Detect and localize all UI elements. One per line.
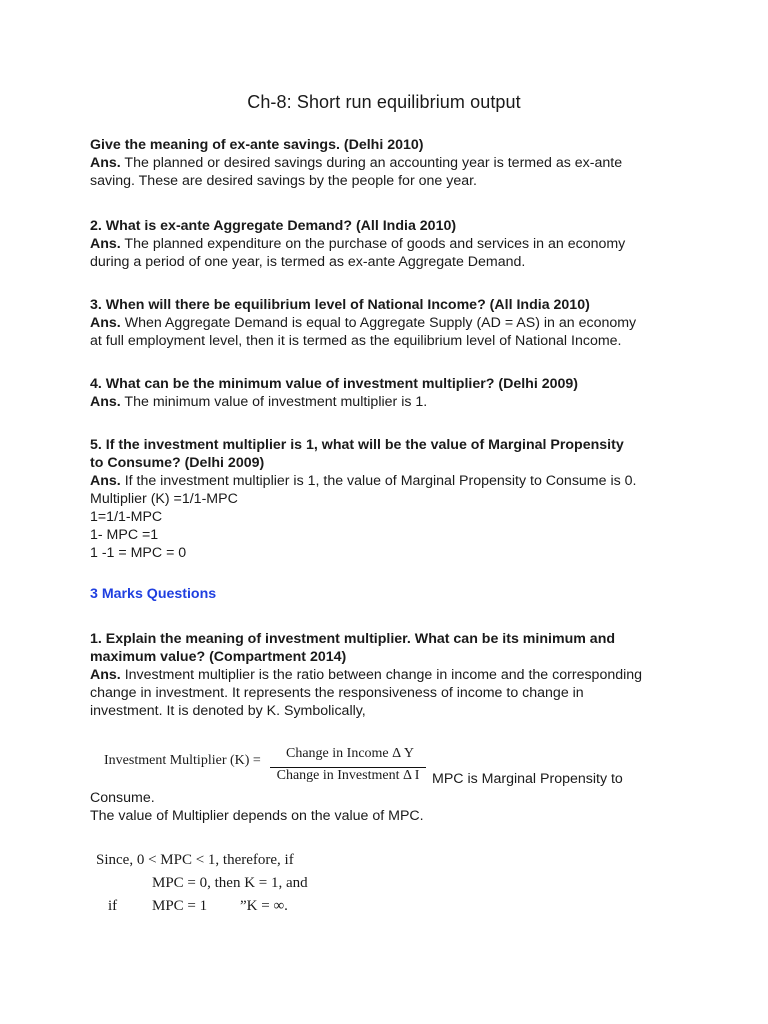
answer-line: investment. It is denoted by K. Symbolically, [90,703,366,719]
question-text: 3. When will there be equilibrium level of National Income? (All India 2010) [90,297,590,313]
answer-label: Ans. [90,473,121,489]
formula-numerator: Change in Income Δ Y [286,746,414,761]
question-text: 2. What is ex-ante Aggregate Demand? (All India 2010) [90,218,457,234]
answer-line: Multiplier (K) =1/1-MPC [90,491,238,507]
question-text: Give the meaning of ex-ante savings. (Delhi 2010) [90,137,424,153]
answer-label: Ans. [90,236,121,252]
question-text: to Consume? (Delhi 2009) [90,455,265,471]
answer-line [90,472,690,490]
answer-label: Ans. [90,155,121,171]
answer-line [90,666,690,684]
answer-line [90,235,690,253]
formula-denominator: Change in Investment Δ I [276,768,420,783]
answer-line [90,393,690,411]
question-text: 4. What can be the minimum value of investment multiplier? (Delhi 2009) [90,376,578,392]
answer-line: 1=1/1-MPC [90,509,163,525]
question-block-4 [90,375,690,411]
question-block-long [90,630,690,720]
question-block-2 [90,217,690,271]
condition-row-2: MPC = 0, then K = 1, and [152,875,308,891]
answer-text: The planned or desired savings during an accounting year is termed as ex-ante [120,155,623,171]
formula-lhs: Investment Multiplier (K) = [104,753,261,768]
condition-row-3-mpc: MPC = 1 [152,898,208,914]
question-text: 5. If the investment multiplier is 1, what will be the value of Marginal Propensity [90,437,624,453]
answer-line [90,154,690,172]
answer-label: Ans. [90,394,121,410]
text-line: The value of Multiplier depends on the value of MPC. [90,808,424,824]
answer-text: If the investment multiplier is 1, the value of Marginal Propensity to Consume is 0. [120,473,637,489]
after-formula-text [90,789,424,825]
question-block-5 [90,436,690,562]
answer-line: at full employment level, then it is termed as the equilibrium level of National Income. [90,333,622,349]
answer-line: saving. These are desired savings by the people for one year. [90,173,477,189]
answer-label: Ans. [90,315,121,331]
text-line: Consume. [90,790,155,806]
answer-line: 1 -1 = MPC = 0 [90,545,187,561]
question-block-3 [90,296,690,350]
answer-text: The planned expenditure on the purchase of goods and services in an economy [120,236,626,252]
condition-row-3-k: ”K = ∞. [240,898,288,914]
page-title: Ch-8: Short run equilibrium output [247,92,521,112]
condition-row-1: Since, 0 < MPC < 1, therefore, if [96,852,294,868]
condition-row-3-if: if [108,898,118,914]
answer-text: When Aggregate Demand is equal to Aggregate Supply (AD = AS) in an economy [120,315,637,331]
formula-tail-text: MPC is Marginal Propensity to [432,771,623,787]
question-text: maximum value? (Compartment 2014) [90,649,347,665]
answer-text: The minimum value of investment multiplier is 1. [120,394,428,410]
answer-line: 1- MPC =1 [90,527,159,543]
answer-line [90,314,690,332]
section-heading: 3 Marks Questions [90,586,217,602]
multiplier-formula-image [90,738,430,790]
question-block-1 [90,136,690,190]
answer-line: change in investment. It represents the responsiveness of income to change in [90,685,584,701]
answer-line: during a period of one year, is termed as ex-ante Aggregate Demand. [90,254,526,270]
answer-label: Ans. [90,667,121,683]
mpc-condition-image [90,848,350,920]
question-text: 1. Explain the meaning of investment multiplier. What can be its minimum and [90,631,616,647]
answer-text: Investment multiplier is the ratio between change in income and the corresponding [120,667,643,683]
